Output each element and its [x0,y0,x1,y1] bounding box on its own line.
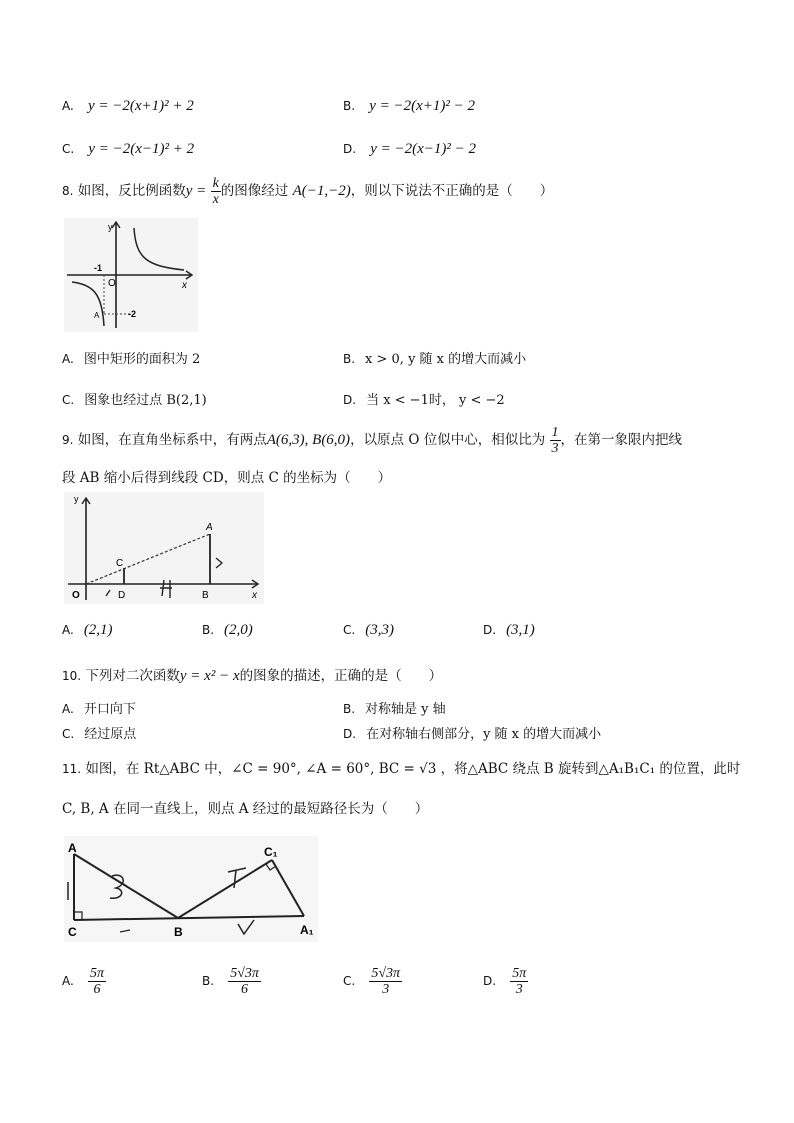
q9-figure [64,492,264,604]
q8-label-y: y [108,222,113,232]
q8-label-o: O [108,278,116,289]
q9-option-a: A. (2,1) [62,622,113,638]
q10-option-a: A. 开口向下 [62,702,136,717]
q11-stem-line2: C, B, A 在同一直线上，则点 A 经过的最短路径长为（ ） [62,801,429,817]
q11-option-b: B. $\frac{5√3\pi}{6}$ [202,966,259,997]
q9-stem-line1: 9. 如图，在直角坐标系中，有两点A(6,3), B(6,0)，以原点 O 位似中心，相似比为 $\frac{1}{3}$ ，在第一象限内把线 [62,425,683,456]
q8-option-c: C. 图象也经过点 B(2,1) [62,393,207,408]
q8-label-x: x [182,280,187,291]
q8-label-minus1: -1 [94,263,103,273]
q11-label-c1: C₁ [264,845,278,859]
q11-label-a: A [68,841,77,855]
q11-label-a1: A₁ [300,923,314,937]
q8-figure [64,218,198,332]
q9-label-b: B [202,590,209,601]
q10-option-c: C. 经过原点 [62,727,137,742]
q11-figure-bg [64,836,318,942]
q7-option-b: B. y = −2(x+1)² − 2 [343,98,475,114]
q9-stem-line2: 段 AB 缩小后得到线段 CD，则点 C 的坐标为（ ） [62,470,392,486]
q7-option-d: D. y = −2(x−1)² − 2 [343,141,476,157]
q9-label-y: y [74,494,79,504]
q10-option-d: D. 在对称轴右侧部分，y 随 x 的增大而减小 [343,727,602,742]
q10-stem: 10. 下列对二次函数y = x² − x的图象的描述，正确的是（ ） [62,668,443,684]
q10-option-b: B. 对称轴是 y 轴 [343,702,446,717]
q9-fraction: $\frac{1}{3}$ [551,425,559,456]
q8-label-minus2: -2 [128,309,137,319]
q11-option-a: A. $\frac{5\pi}{6}$ [62,966,104,997]
q8-option-a: A. 图中矩形的面积为 2 [62,352,201,367]
q9-label-x: x [252,590,257,601]
q9-label-o: O [72,590,80,601]
q11-figure [64,836,318,942]
q8-option-b: B. x > 0, y 随 x 的增大而减小 [343,352,527,367]
q8-fraction: $\frac{k}{x}$ [212,176,219,207]
q8-option-d: D. 当 x < −1时， y < −2 [343,393,505,408]
q9-label-c: C [116,558,124,569]
q11-option-c: C. $\frac{5√3\pi}{3}$ [343,966,401,997]
q9-figure-bg [64,492,264,604]
q11-option-d: D. $\frac{5\pi}{3}$ [483,966,527,997]
q9-label-a: A [206,522,213,533]
q11-label-c: C [68,925,77,939]
q9-option-b: B. (2,0) [202,622,253,638]
q9-option-d: D. (3,1) [483,622,535,638]
q8-label-a: A [94,311,100,320]
q7-option-a: A. y = −2(x+1)² + 2 [62,98,194,114]
q11-stem-line1: 11. 如图，在 Rt△ABC 中，∠C = 90°, ∠A = 60°, BC = √3 ，将△ABC 绕点 B 旋转到△A₁B₁C₁ 的位置，此时 [62,761,741,777]
q7-option-c: C. y = −2(x−1)² + 2 [62,141,195,157]
q11-label-b: B [174,925,183,939]
q8-stem: 8. 如图，反比例函数y = $\frac{k}{x}$ 的图像经过 A(−1,−2)，则以下说法不正确的是（ ） [62,176,554,207]
q9-option-c: C. (3,3) [343,622,394,638]
q9-label-d: D [118,590,126,601]
